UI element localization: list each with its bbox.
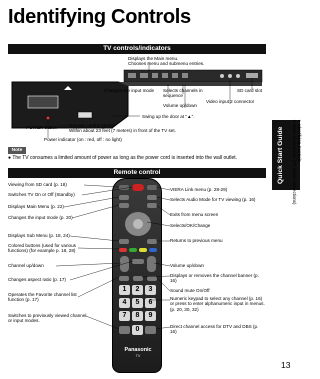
label-return: Returns to previous menu — [170, 238, 223, 243]
label-sub-menu: Displays Sub Menu (p. 18, 24) — [8, 233, 70, 238]
label-audio-mode: Selects Audio Mode for TV viewing (p. 16) — [170, 197, 256, 202]
label-volume: Volume up/down — [170, 263, 204, 268]
label-channel: Channel up/down — [8, 263, 44, 268]
quick-start-label: Quick Start Guide — [277, 126, 284, 184]
numeric-key: 4 — [119, 298, 130, 308]
label-viera-link: VIERA Link menu (p. 28-29) — [170, 187, 228, 192]
remote-sensor-label: Remote control sensor Within about 23 feet (7 meters) in front of the TV set. — [69, 123, 176, 134]
page-title: Identifying Controls — [8, 6, 191, 28]
note-badge: Note — [8, 147, 26, 154]
numeric-key: 9 — [145, 311, 156, 321]
label-aspect: Changes aspect ratio (p. 17) — [8, 277, 66, 282]
label-recall: Switches to previously viewed channel or input modes. — [8, 313, 87, 324]
label-select-ok: Selects/OK/Change — [170, 223, 211, 228]
label-sd-card: Viewing from SD card (p. 18) — [8, 182, 67, 187]
note-text: ● The TV consumes a limited amount of power as long as the power cord is inserted into the wall outlet. — [8, 155, 238, 161]
numeric-key: 0 — [132, 325, 143, 335]
sd-card-slot-label: SD card slot — [237, 88, 263, 93]
numeric-key: 3 — [145, 285, 156, 295]
label-input-mode: Changes the input mode (p. 20) — [8, 215, 73, 220]
label-exit: Exits from menu screen — [170, 212, 219, 217]
power-indicator-label: Power indicator (on : red, off : no light) — [44, 137, 122, 142]
numeric-key: 6 — [145, 298, 156, 308]
numeric-key: 5 — [132, 298, 143, 308]
label-direct-channel: Direct channel access for DTV and DBS (p. 16) — [170, 324, 259, 335]
page-number: 13 — [281, 360, 291, 370]
label-mute: Sound mute On/Off — [170, 288, 210, 293]
selects-channels-label: Selects channels in sequence — [163, 88, 203, 99]
remote-brand: Panasonic — [124, 347, 152, 353]
label-channel-banner: Displays or removes the channel banner (p. 16) — [170, 273, 259, 284]
numeric-key: 1 — [119, 285, 130, 295]
numeric-key: 2 — [132, 285, 143, 295]
swing-door-label: Swing up the door at "▲". — [142, 114, 195, 119]
video-input2-label: Video input 2 connector — [206, 99, 255, 104]
power-button-label: POWER button — [26, 125, 58, 130]
volume-label: Volume up/down — [163, 103, 197, 108]
label-power: Switches TV On or Off (Standby) — [8, 192, 75, 197]
tv-controls-header: TV controls/indicators — [8, 44, 266, 54]
label-numeric-keypad: Numeric keypad to select any channel (p. 16) or press to enter alphanumeric input in menus. (p. 20, 30, 32) — [170, 296, 265, 312]
label-favorite: Operates the Favorite channel list function (p. 17) — [8, 292, 77, 303]
numeric-key: 8 — [132, 311, 143, 321]
side-contents: ● Identifying Controls ● Basic Connection (AV cable connections) — [292, 118, 302, 205]
label-main-menu: Displays Main Menu (p. 22) — [8, 204, 64, 209]
main-menu-label: Displays the Main menu. Chooses menu and submenu entries. — [128, 56, 205, 67]
changes-input-label: Changes the input mode — [104, 88, 155, 93]
numeric-key: 7 — [119, 311, 130, 321]
remote-model: TV — [135, 354, 141, 358]
label-colored-buttons: Colored buttons (used for various functions) (for example p. 18, 28) — [8, 243, 76, 254]
remote-control-header: Remote control — [8, 168, 266, 178]
